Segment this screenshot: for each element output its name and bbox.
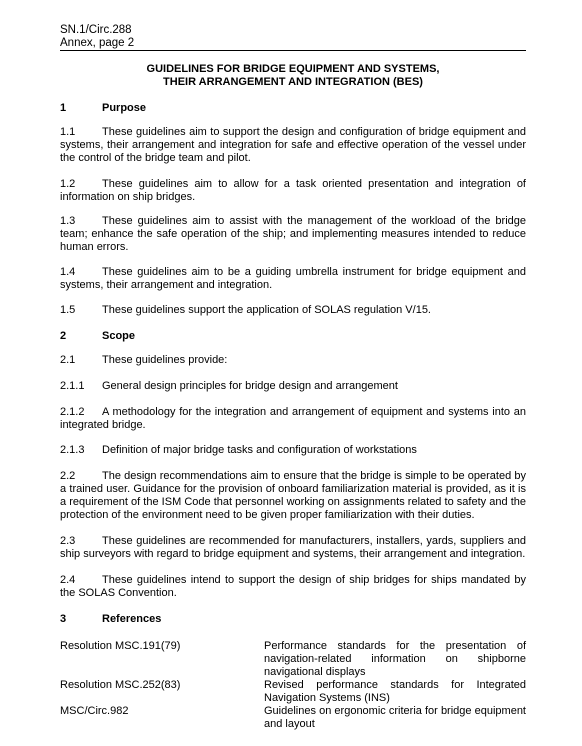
section-title: References (102, 613, 162, 625)
paragraph-2-1-3 (60, 444, 526, 457)
page-header (60, 24, 134, 50)
paragraph-number: 1.5 (60, 304, 76, 316)
paragraph-number: 2.1 (60, 354, 76, 366)
paragraph-text: These guidelines aim to be a guiding umbrella instrument for bridge equipment and systems, their arrangement and integration. (60, 266, 526, 291)
paragraph-1-5 (60, 304, 526, 317)
paragraph-number: 1.3 (60, 215, 76, 227)
section-number: 3 (60, 613, 67, 625)
paragraph-text: These guidelines aim to assist with the management of the workload of the bridge team; enhance the safe operation of the ship; and implementing measures intended to reduce human errors. (60, 215, 526, 253)
paragraph-text: These guidelines aim to allow for a task oriented presentation and integration of information on ship bridges. (60, 178, 526, 203)
section-number: 1 (60, 102, 67, 114)
title-line-2: THEIR ARRANGEMENT AND INTEGRATION (BES) (163, 76, 423, 88)
circular-number: SN.1/Circ.288 (60, 24, 132, 36)
reference-description: Revised performance standards for Integrated Navigation Systems (INS) (264, 679, 526, 704)
paragraph-number: 2.1.3 (60, 444, 85, 456)
document-title (60, 63, 526, 89)
paragraph-number: 2.1.2 (60, 406, 85, 418)
paragraph-text: General design principles for bridge design and arrangement (102, 380, 398, 392)
section-title: Purpose (102, 102, 147, 114)
paragraph-number: 2.4 (60, 574, 76, 586)
title-line-1: GUIDELINES FOR BRIDGE EQUIPMENT AND SYSTEMS, (146, 63, 440, 75)
reference-id: MSC/Circ.982 (60, 705, 129, 717)
reference-description: Guidelines on ergonomic criteria for bridge equipment and layout (264, 705, 526, 730)
header-divider (60, 50, 526, 51)
paragraph-2-1-1 (60, 380, 526, 393)
paragraph-number: 1.2 (60, 178, 76, 190)
paragraph-1-1 (60, 126, 526, 165)
paragraph-2-2 (60, 470, 526, 522)
paragraph-1-2 (60, 178, 526, 204)
paragraph-number: 1.1 (60, 126, 76, 138)
paragraph-2-4 (60, 574, 526, 600)
paragraph-number: 2.3 (60, 535, 76, 547)
paragraph-text: These guidelines support the application of SOLAS regulation V/15. (102, 304, 431, 316)
section-heading-references (60, 613, 161, 626)
paragraph-1-4 (60, 266, 526, 292)
paragraph-text: These guidelines provide: (102, 354, 228, 366)
paragraph-text: The design recommendations aim to ensure that the bridge is simple to be operated by a trained user. Guidance for the provision of onboard familiarization material is provided, as it is a requirement of the ISM Code that personnel working on assignments related to safety and the protection of the environment need to be given proper familiarization with their duties. (60, 470, 526, 521)
paragraph-number: 2.1.1 (60, 380, 85, 392)
paragraph-text: These guidelines aim to support the design and configuration of bridge equipment and systems, their arrangement and integration for safe and effective operation of the vessel under the control of the bridge team and pilot. (60, 126, 526, 164)
paragraph-number: 2.2 (60, 470, 76, 482)
reference-description: Performance standards for the presentation of navigation-related information on shipborne navigational displays (264, 640, 526, 678)
reference-id: Resolution MSC.191(79) (60, 640, 181, 652)
paragraph-2-1 (60, 354, 526, 367)
reference-id: Resolution MSC.252(83) (60, 679, 181, 691)
paragraph-text: These guidelines intend to support the design of ship bridges for ships mandated by the SOLAS Convention. (60, 574, 526, 599)
paragraph-1-3 (60, 215, 526, 254)
section-title: Scope (102, 330, 136, 342)
paragraph-number: 1.4 (60, 266, 76, 278)
paragraph-text: A methodology for the integration and arrangement of equipment and systems into an integrated bridge. (60, 406, 526, 431)
paragraph-text: Definition of major bridge tasks and configuration of workstations (102, 444, 417, 456)
section-heading-purpose (60, 102, 146, 115)
paragraph-2-1-2 (60, 406, 526, 432)
section-number: 2 (60, 330, 67, 342)
section-heading-scope (60, 330, 135, 343)
paragraph-text: These guidelines are recommended for manufacturers, installers, yards, suppliers and ship surveyors with regard to bridge equipment and systems, their arrangement and integration. (60, 535, 526, 560)
annex-page-label: Annex, page 2 (60, 37, 135, 49)
paragraph-2-3 (60, 535, 526, 561)
